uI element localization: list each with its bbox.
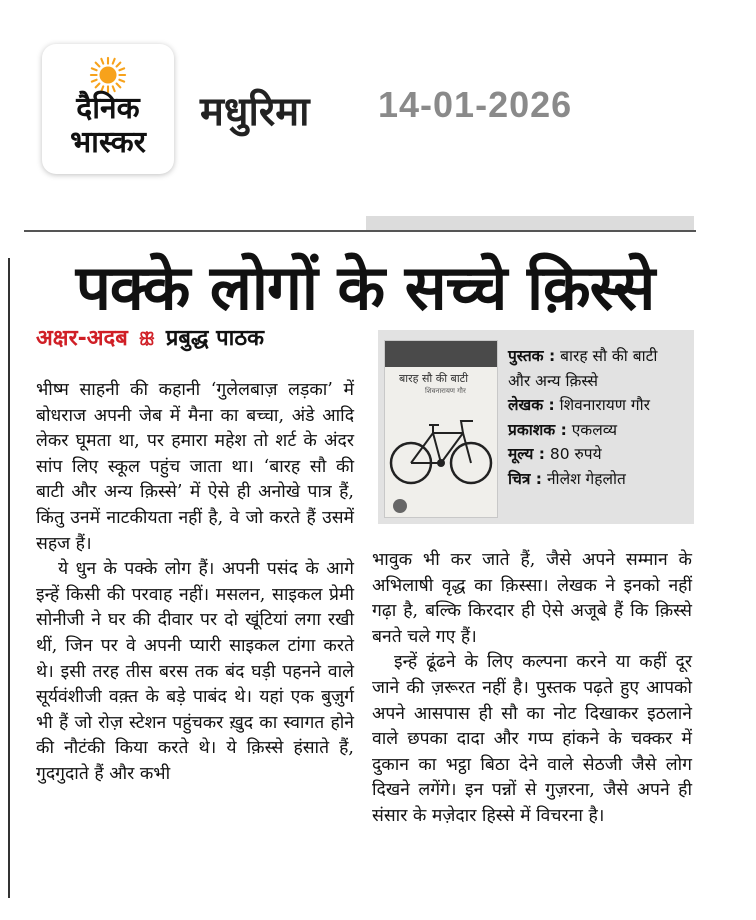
book-price: 80 रुपये [549,445,602,463]
dainik-bhaskar-logo [42,44,174,174]
paragraph: भीष्म साहनी की कहानी ‘गुलेलबाज़ लड़का’ में बोधराज अपनी जेब में मैना का बच्चा, अंडे आदि लेकर घूमता था, पर हमारा महेश तो शर्ट के अंदर सांप लिए स्कूल पहुंच जाता था। ‘बारह सौ की बाटी और अन्य क़िस्से’ में ऐसे ही अनोखे पात्र हैं, किंतु उनमें नाटकीयता नहीं है, वे जो करते हैं उसमें सहज हैं। [36,380,354,554]
book-publisher: एकलव्य [571,420,617,439]
book-details [508,344,690,491]
logo-text-line2: भास्कर [70,125,146,160]
bicycle-icon [389,411,493,491]
article-headline: पक्के लोगों के सच्चे क़िस्से [75,251,655,324]
publisher-label: प्रकाशक : [508,420,567,439]
supplement-name: मधुरिमा [200,89,310,135]
book-info-box [378,330,694,524]
illustrator-line [508,467,690,492]
price-label: मूल्य : [508,445,545,463]
paragraph: भावुक भी कर जाते हैं, जैसे अपने सम्मान के अभिलाषी वृद्ध का क़िस्सा। लेखक ने इनको नहीं गढ़ा है, बल्कि किरदार ही ऐसे अजूबे हैं कि क़िस्से बनते चले गए हैं। [372,550,692,647]
top-rule [24,230,696,232]
author-line [508,393,690,418]
book-title-line-2 [508,369,690,394]
publisher-logo-icon [393,499,407,513]
paragraph: ये धुन के पक्के लोग हैं। अपनी पसंद के आगे इन्हें किसी की परवाह नहीं। मसलन, साइकल प्रेमी सोनीजी ने घर की दीवार पर दो खूंटियां लगा रखी थीं, जिन पर वे अपनी प्यारी साइकल टांगा करते थे। इसी तरह तीस बरस तक बंद घड़ी पहनने वाले सूर्यवंशीजी वक़्त के बड़े पाबंद थे। यहां एक बुज़ुर्ग भी हैं जो रोज़ स्टेशन पहुंचकर ख़ुद का स्वागत होने की नौटंकी किया करते थे। ये क़िस्से हंसाते हैं, गुदगुदाते हैं और कभी [36,559,354,784]
column-name: अक्षर-अदब [36,326,128,351]
issue-date: 14-01-2026 [378,84,573,125]
article-column-2 [372,548,692,830]
author-label: लेखक : [508,396,555,414]
cover-author: शिवनारायण गौर [425,387,466,395]
price-line [508,442,690,467]
left-rule [8,258,10,898]
book-cover [384,340,498,518]
author-name: प्रबुद्ध पाठक [165,326,265,351]
book-author: शिवनारायण गौर [559,396,650,414]
book-title: बारह सौ की बाटी [560,347,658,365]
book-illustrator: नीलेश गेहलोत [546,469,626,488]
sun-icon [89,56,127,94]
book-title-line [508,344,690,369]
paragraph: इन्हें ढूंढने के लिए कल्पना करने या कहीं दूर जाने की ज़रूरत नहीं है। पुस्तक पढ़ते हुए आपको अपने आसपास ही सौ का नोट दिखाकर इठलाने वाले छपका दादा और गप्प हांकने के चक्कर में दुकान का भट्ठा बिठा देने वाले सेठजी जैसे लोग दिखने लगेंगे। इन पन्नों से गुज़रना, जैसे अपने ही संसार के मज़ेदार हिस्से में विचरना है। [372,652,692,826]
cover-title: बारह सौ की बाटी [399,372,469,385]
logo-text-line1: दैनिक [76,91,140,126]
byline [36,322,264,352]
article-column-1 [36,378,354,788]
book-title-cont: और अन्य क़िस्से [508,371,599,390]
book-label: पुस्तक : [508,347,556,365]
publisher-line [508,418,690,443]
illustrator-label: चित्र : [508,469,543,488]
cover-roof-shape [385,341,497,367]
ornament-icon: ꕥ [138,329,156,350]
